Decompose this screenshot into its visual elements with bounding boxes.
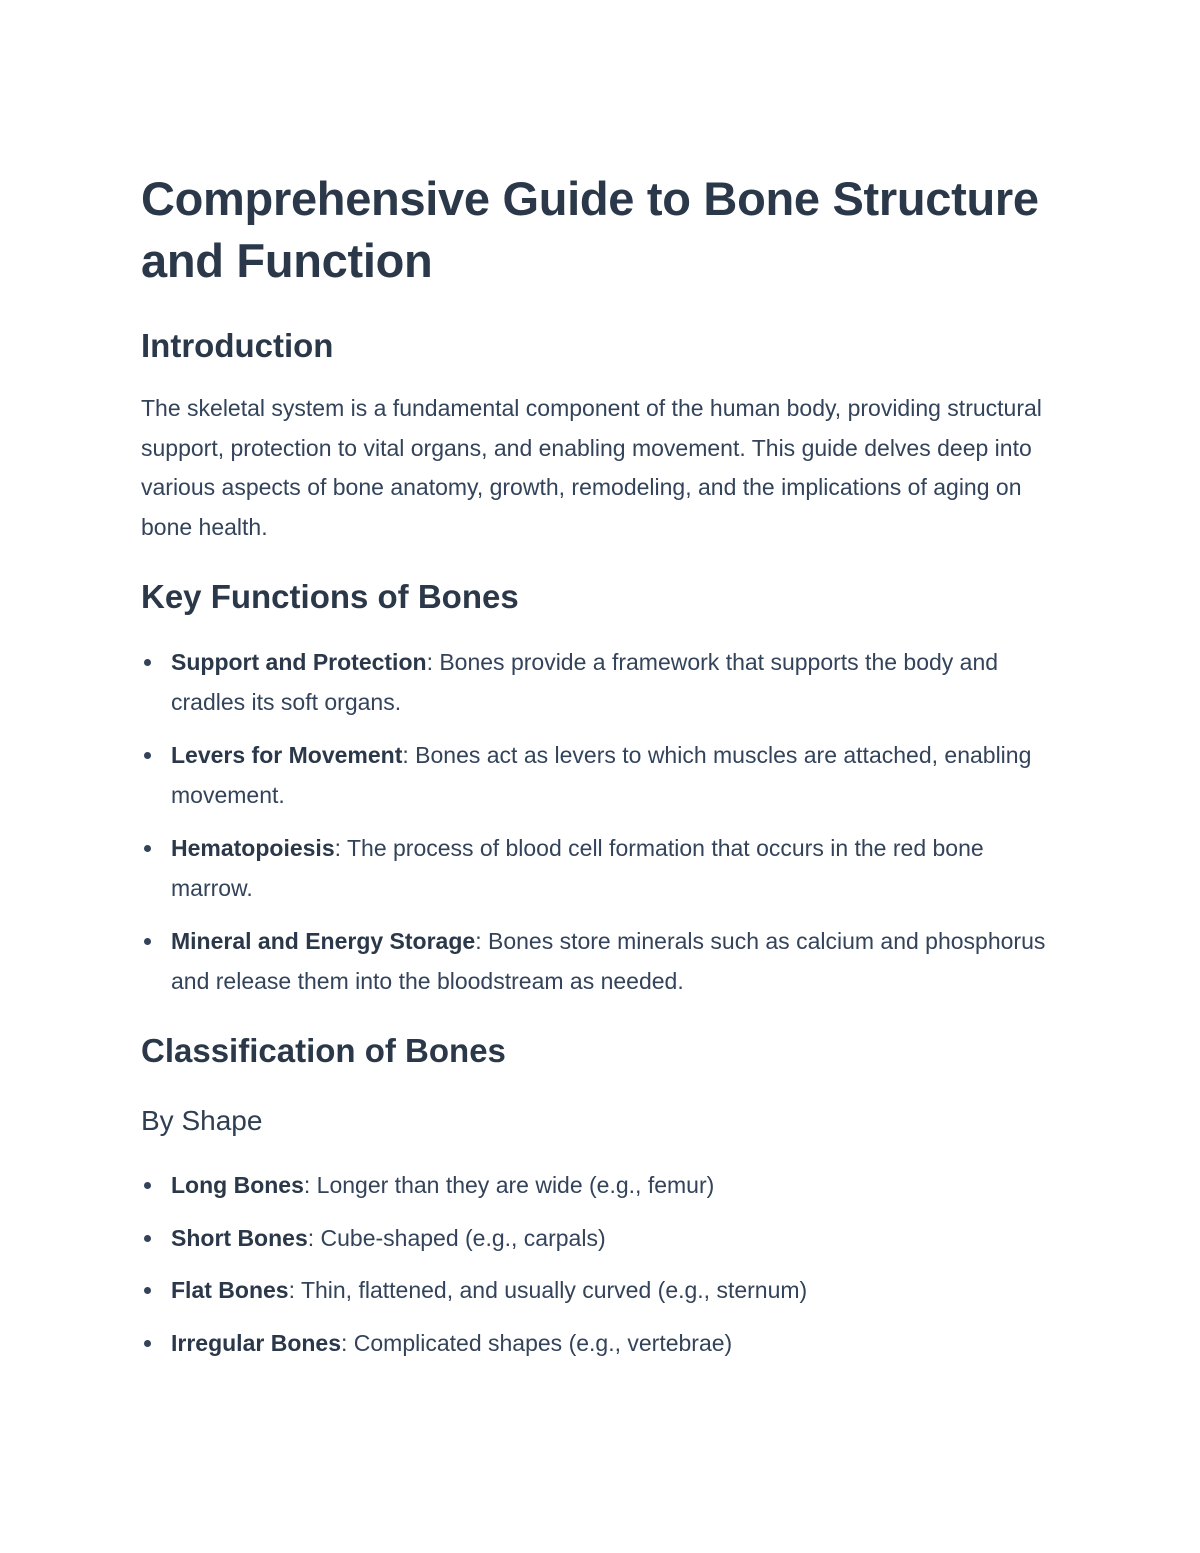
list-item-description: : Complicated shapes (e.g., vertebrae)	[341, 1329, 733, 1356]
page-title: Comprehensive Guide to Bone Structure and Function	[141, 172, 1039, 287]
list-item-description: : Thin, flattened, and usually curved (e.g., sternum)	[288, 1277, 808, 1303]
bullet-icon	[144, 845, 151, 852]
list-item	[141, 1324, 1061, 1364]
introduction-paragraph: The skeletal system is a fundamental component of the human body, providing structural support, protection to vital organs, and enabling movement. This guide delves deep into various aspects of bone anatomy, growth, remodeling, and the implications of aging on bone health.	[141, 395, 1042, 540]
list-item-term: Short Bones	[171, 1224, 308, 1251]
section-heading-classification: Classification of Bones	[141, 1032, 506, 1069]
list-item-term: Mineral and Energy Storage	[171, 928, 476, 954]
key-functions-list	[141, 643, 1061, 1001]
list-item	[141, 1271, 1061, 1311]
list-item-description: : Bones store minerals such as calcium and phosphorus and release them into the bloodstream as needed.	[171, 928, 1046, 994]
section-heading-introduction: Introduction	[141, 327, 334, 364]
list-item-term: Support and Protection	[171, 649, 427, 675]
list-item	[141, 829, 1061, 908]
list-item-term: Levers for Movement	[171, 742, 403, 768]
list-item-description: : The process of blood cell formation that occurs in the red bone marrow.	[171, 835, 984, 901]
bullet-icon	[144, 752, 151, 759]
bullet-icon	[144, 938, 151, 945]
list-item-description: : Bones provide a framework that supports the body and cradles its soft organs.	[171, 649, 999, 715]
list-item	[141, 736, 1061, 815]
section-heading-key-functions: Key Functions of Bones	[141, 578, 519, 615]
list-item	[141, 1219, 1061, 1259]
list-item	[141, 643, 1061, 722]
list-item-term: Hematopoiesis	[171, 835, 335, 861]
subsection-heading-by-shape: By Shape	[141, 1105, 263, 1136]
list-item-description: : Longer than they are wide (e.g., femur)	[303, 1172, 715, 1198]
bullet-icon	[144, 1182, 151, 1189]
bullet-icon	[144, 659, 151, 666]
list-item-term: Flat Bones	[171, 1277, 289, 1303]
list-item-term: Long Bones	[171, 1172, 304, 1198]
list-item-term: Irregular Bones	[171, 1329, 341, 1356]
list-item-description: : Bones act as levers to which muscles are attached, enabling movement.	[171, 742, 1032, 808]
bone-shape-list	[141, 1166, 1061, 1363]
document-page	[141, 168, 1061, 1363]
bullet-icon	[144, 1287, 151, 1294]
bullet-icon	[144, 1340, 151, 1347]
bullet-icon	[144, 1235, 151, 1242]
list-item	[141, 922, 1061, 1001]
list-item-description: : Cube-shaped (e.g., carpals)	[307, 1224, 606, 1251]
list-item	[141, 1166, 1061, 1206]
